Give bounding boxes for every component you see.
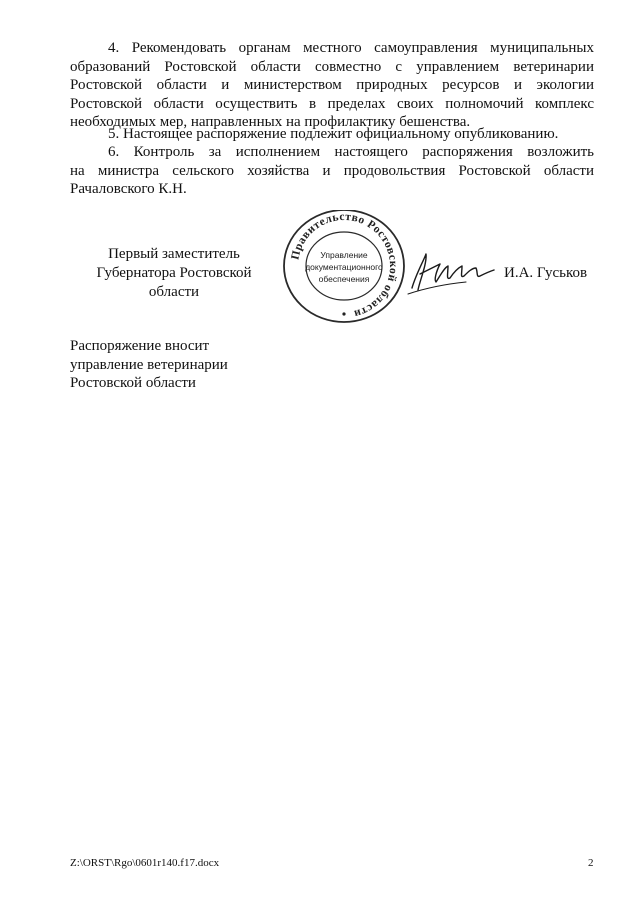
seal-center-line-2: документационного — [305, 262, 383, 272]
file-path: Z:\ORST\Rgo\0601r140.f17.docx — [70, 857, 220, 869]
handwritten-signature — [406, 244, 498, 302]
submitted-by-note — [70, 337, 228, 393]
paragraph-4 — [70, 39, 594, 132]
note-line-1: Распоряжение вносит — [70, 338, 210, 354]
seal-center-line-3: обеспечения — [318, 274, 370, 284]
paragraph-line: Ростовской области и министерством природных ресурсов и экологии — [70, 77, 594, 93]
seal-ring-text: Правительство Ростовской области — [289, 210, 400, 320]
seal-center-line-1: Управление — [320, 250, 368, 260]
note-line-2: управление ветеринарии — [70, 356, 228, 373]
paragraph-line: Ростовской области осуществить в пределах своих полномочий комплекс — [70, 95, 594, 112]
signatory-position — [76, 245, 272, 302]
paragraph-5 — [70, 125, 594, 144]
official-seal — [278, 210, 410, 326]
paragraph-line: необходимых мер, направленных на профилактику бешенства. — [70, 114, 471, 130]
paragraph-line: на министра сельского хозяйства и продовольствия Ростовской области — [70, 162, 594, 179]
position-line-1: Первый заместитель — [108, 246, 240, 262]
paragraph-line: 4. Рекомендовать органам местного самоуправления муниципальных — [108, 40, 594, 56]
signatory-name: И.А. Гуськов — [504, 265, 588, 281]
paragraph-6 — [70, 143, 594, 199]
page-number: 2 — [588, 857, 594, 869]
note-line-3: Ростовской области — [70, 375, 196, 391]
paragraph-line: Рачаловского К.Н. — [70, 181, 187, 197]
position-line-2: Губернатора Ростовской области — [96, 265, 252, 300]
paragraph-line: 5. Настоящее распоряжение подлежит официальному опубликованию. — [108, 126, 559, 142]
paragraph-line: образований Ростовской области совместно с управлением ветеринарии — [70, 58, 594, 75]
paragraph-line: 6. Контроль за исполнением настоящего распоряжения возложить — [108, 144, 594, 160]
